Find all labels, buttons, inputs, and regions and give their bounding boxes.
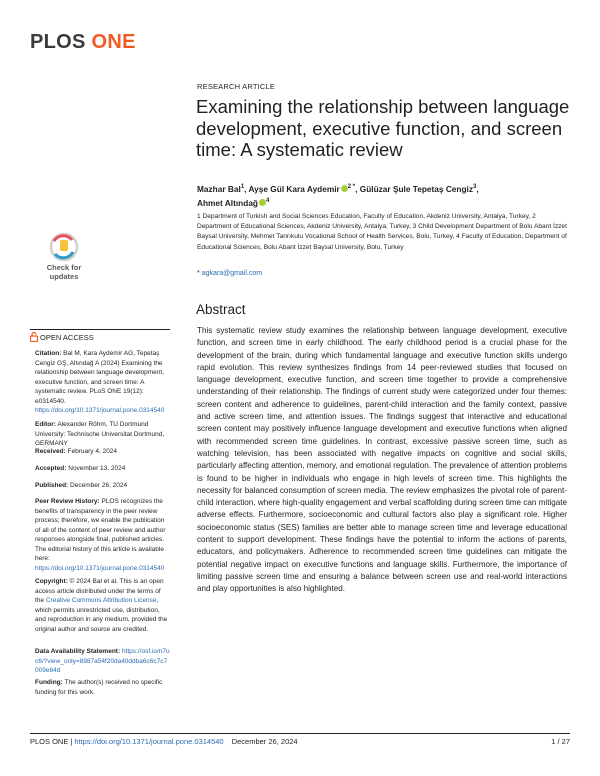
accepted-date: November 13, 2024 [68, 465, 126, 472]
abstract-body: This systematic review study examines the relationship between language development, executive function, and screen time in early childhood. The early childhood period is a crucial phase for the development of the brain, during which fundamental language and executive function skills undergo rapid evolution. This review synthesizes findings from 14 peer-reviewed studies that focused on language development, executive function, and screen time together to provide a comprehensive understanding of their relationship. The findings of current study were categorized under four themes: screen content and adherence to guidelines, parent-child interaction and the family context, passive and active screen time, and attention issues. The findings suggest that interactive and educational screen content may positively influence language development and executive functions when aligned with recommended screen time guidelines. In contrast, excessive passive screen time, such as watching television, has been associated with negative impacts on cognitive and social skills, particularly affecting attention, memory, and emotional regulation. The prevalence of attention problems is found to be higher in individuals who engage in high levels of screen time. This highlights the necessity for balanced consumption of screen media. The review emphasizes the pivotal role of parent-child interaction, where high-quality engagement and verbal scaffolding during screen time can mitigate adverse effects. Furthermore, socioeconomic and cultural factors also play a significant role. Higher socioeconomic status (SES) families are better able to manage screen time and leverage educational content to support development. These findings have the potential to inform the actions of parents, educators, and policymakers. Adherence to recommended screen time guidelines can mitigate the potential negative impact on executive functions and language skills. Furthermore, the importance of limiting passive screen time and ensuring a balance between screen use and real-world interactions and play opportunities is also highlighted. [197, 326, 567, 594]
check-updates-icon [38, 232, 90, 264]
funding-text: The author(s) received no specific funding for this work. [35, 679, 163, 696]
accepted-row [35, 464, 170, 474]
footer-rule [30, 733, 570, 734]
open-access-label: OPEN ACCESS [40, 333, 94, 342]
logo-plos: PLOS [30, 31, 86, 53]
affiliations: 1 Department of Turkish and Social Sciences Education, Faculty of Education, Akdeniz University, Antalya, Turkey, 2 Department of Educational Sciences, Akdeniz University, Antalya, Turkey, 3 Child Development Department of Bolu Abant İzzet Baysal University, Mehmet Tanrıkulu Vocational School of Health Services, Bolu, Turkey, 4 Faculty of Education, Department of Educational Sciences, Bolu Abant İzzet Baysal University, Bolu, Turkey [197, 213, 567, 251]
author-separator: , [355, 183, 360, 194]
author-affiliation-marker: 3 [473, 184, 477, 190]
author-separator: , [244, 183, 249, 194]
check-updates-line1: Check for [46, 263, 82, 272]
open-lock-icon [30, 332, 38, 342]
published-row [35, 481, 170, 491]
author-list [197, 181, 567, 209]
author-name[interactable]: Mazhar Bal [197, 183, 241, 194]
email-link[interactable]: agkara@gmail.com [201, 270, 263, 277]
author-name[interactable]: Ayşe Gül Kara Aydemir [248, 183, 340, 194]
citation-text: Bal M, Kara Aydemir AG, Tepetaş Cengiz GŞ, Altındağ A (2024) Examining the relationship between language development, executive function, and screen time: A systematic review. PLoS ONE 19(12): e0314540. [35, 350, 165, 405]
received-row [35, 447, 170, 457]
article-type: RESEARCH ARTICLE [197, 82, 276, 91]
citation-label: Citation: [35, 350, 62, 357]
author-affiliation-marker: 1 [240, 184, 245, 190]
author-separator: , [476, 183, 479, 194]
received-label: Received: [35, 448, 66, 455]
editor-label: Editor: [35, 421, 56, 428]
published-label: Published: [35, 482, 69, 489]
copyright-block [35, 577, 170, 634]
orcid-icon[interactable] [341, 185, 348, 192]
footer-doi-link[interactable]: https://doi.org/10.1371/journal.pone.0314540 [74, 737, 224, 746]
citation-block [35, 349, 170, 416]
copyright-text-end: , which permits unrestricted use, distribution, and reproduction in any medium, provided the original author and source are credited. [35, 597, 168, 633]
corresponding-marker: * [197, 270, 200, 277]
peer-review-text: PLOS recognizes the benefits of transparency in the peer review process; therefore, we enable the publication of all of the content of peer review and author responses alongside final, published articles. The editorial history of this article is available here: [35, 498, 166, 562]
peer-review-block [35, 497, 170, 573]
abstract-heading: Abstract [196, 302, 246, 317]
orcid-icon[interactable] [259, 199, 266, 206]
page-number: 1 / 27 [551, 737, 570, 746]
author-name[interactable]: Ahmet Altındağ [197, 197, 258, 208]
author-affiliation-marker: 2 * [347, 184, 356, 190]
author-affiliation-marker: 4 [266, 197, 270, 204]
author-name[interactable]: Gülüzar Şule Tepetaş Cengiz [359, 183, 474, 194]
funding-block [35, 678, 170, 697]
copyright-text: © 2024 Bal et al. This is an open access article distributed under the terms of the [35, 578, 164, 604]
funding-label: Funding: [35, 679, 63, 686]
footer-journal: PLOS ONE [30, 737, 69, 746]
peer-review-doi-link[interactable]: https://doi.org/10.1371/journal.pone.0314540 [35, 564, 165, 572]
data-availability-label: Data Availability Statement: [35, 648, 121, 655]
data-availability-block [35, 647, 170, 676]
accepted-label: Accepted: [35, 465, 67, 472]
journal-logo[interactable] [30, 31, 136, 54]
published-date: December 26, 2024 [70, 482, 128, 489]
editor-block [35, 420, 170, 449]
citation-doi-link[interactable]: https://doi.org/10.1371/journal.pone.0314540 [35, 407, 165, 414]
open-access-badge [30, 332, 94, 342]
check-for-updates-badge[interactable] [38, 232, 90, 284]
check-updates-line2: updates [49, 271, 79, 281]
data-availability-link[interactable]: https://osf.io/n7uc6/?view_only=8987a54f20da40ddba6c6c7c7009e84d [35, 648, 170, 674]
peer-review-label: Peer Review History: [35, 498, 100, 505]
editor-text: Alexander Röhm, TU Dortmund University: Technische Universitat Dortmund, GERMANY [35, 421, 165, 447]
corresponding-email [197, 270, 262, 277]
page-footer: PLOS ONE | https://doi.org/10.1371/journal.pone.0314540 December 26, 2024 [30, 737, 298, 746]
footer-date: December 26, 2024 [231, 737, 298, 746]
copyright-label: Copyright: [35, 578, 68, 585]
received-date: February 4, 2024 [67, 448, 118, 455]
license-link[interactable]: Creative Commons Attribution License [45, 597, 157, 604]
sidebar-top-rule [30, 329, 170, 330]
logo-one: ONE [91, 31, 136, 53]
article-title: Examining the relationship between language development, executive function, and screen time: A systematic review [196, 96, 570, 160]
